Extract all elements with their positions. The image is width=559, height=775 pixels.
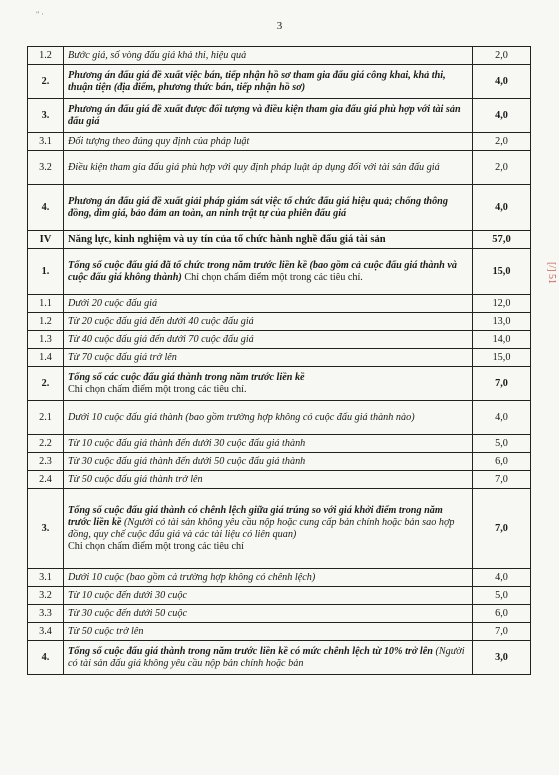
criteria-score: 2,0: [473, 151, 531, 185]
criteria-text: Từ 30 cuộc đấu giá thành đến dưới 50 cuộc đấu giá thành: [68, 455, 306, 467]
criteria-description: [64, 133, 473, 151]
criteria-description: [64, 587, 473, 605]
criteria-description: [64, 295, 473, 313]
criteria-number: 3.: [28, 489, 64, 569]
criteria-text: Tổng số cuộc đấu giá thành trong năm trước liền kề có mức chênh lệch từ 10% trở lên: [68, 645, 433, 657]
criteria-text: Phương án đấu giá đề xuất việc bán, tiếp nhận hồ sơ tham gia đấu giá công khai, khả thi, thuận tiện (địa điểm, phương thức bán, tiếp nhận hồ sơ): [68, 69, 446, 93]
criteria-number: 4.: [28, 185, 64, 231]
criteria-text: Phương án đấu giá đề xuất giải pháp giám sát việc tổ chức đấu giá hiệu quả; chống thông đồng, dìm giá, bảo đảm an toàn, an ninh trật tự của phiên đấu giá: [68, 195, 448, 219]
criteria-score: 6,0: [473, 453, 531, 471]
criteria-description: [64, 99, 473, 133]
criteria-row: [28, 133, 531, 151]
criteria-text: Đối tượng theo đúng quy định của pháp luật: [68, 135, 250, 147]
criteria-row: [28, 331, 531, 349]
criteria-note: (Người có tài sản đấu giá không yêu cầu nộp bản chính hoặc bản: [68, 645, 465, 669]
criteria-text: Dưới 20 cuộc đấu giá: [68, 297, 158, 309]
criteria-score: 7,0: [473, 471, 531, 489]
criteria-text: Dưới 10 cuộc đấu giá thành (bao gồm trường hợp không có cuộc đấu giá thành nào): [68, 411, 415, 423]
criteria-number: 3.4: [28, 623, 64, 641]
criteria-number: 2.2: [28, 435, 64, 453]
criteria-number: 4.: [28, 641, 64, 675]
criteria-number: 2.4: [28, 471, 64, 489]
criteria-description: [64, 331, 473, 349]
criteria-description: [64, 641, 473, 675]
criteria-score: 12,0: [473, 295, 531, 313]
criteria-score: 13,0: [473, 313, 531, 331]
criteria-number: 1.1: [28, 295, 64, 313]
criteria-description: [64, 435, 473, 453]
criteria-text: Tổng số cuộc đấu giá thành có chênh lệch giữa giá trúng so với giá khởi điểm trong năm trước liền kề: [68, 504, 443, 528]
scan-mark: " ·: [36, 10, 44, 19]
criteria-note: (Người có tài sản không yêu cầu nộp hoặc cung cấp bản chính hoặc bản sao hợp đồng, quy chế cuộc đấu giá và các tài liệu có liên quan): [68, 516, 455, 540]
criteria-row: [28, 313, 531, 331]
criteria-score: 7,0: [473, 623, 531, 641]
page-number: 3: [276, 20, 283, 32]
criteria-number: 2.: [28, 367, 64, 401]
criteria-score: 3,0: [473, 641, 531, 675]
criteria-number: 3.2: [28, 587, 64, 605]
criteria-row: [28, 641, 531, 675]
criteria-text: Tổng số cuộc đấu giá đã tổ chức trong năm trước liền kề (bao gồm cả cuộc đấu giá thành và cuộc đấu giá không thành): [68, 259, 457, 283]
criteria-number: 3.1: [28, 569, 64, 587]
criteria-score: 7,0: [473, 367, 531, 401]
criteria-text: Bước giá, số vòng đấu giá khả thi, hiệu quả: [68, 49, 247, 61]
criteria-instruction: Chỉ chọn chấm điểm một trong các tiêu chí.: [68, 383, 247, 395]
criteria-row: [28, 249, 531, 295]
criteria-number: 2.: [28, 65, 64, 99]
criteria-number: 3.2: [28, 151, 64, 185]
criteria-text: Từ 40 cuộc đấu giá đến dưới 70 cuộc đấu giá: [68, 333, 254, 345]
section-row: [28, 231, 531, 249]
criteria-description: [64, 623, 473, 641]
criteria-description: [64, 569, 473, 587]
criteria-description: [64, 349, 473, 367]
criteria-number: 2.3: [28, 453, 64, 471]
criteria-score: 4,0: [473, 569, 531, 587]
criteria-text: Phương án đấu giá đề xuất được đối tượng và điều kiện tham gia đấu giá phù hợp với tài sản đấu giá: [68, 103, 461, 127]
criteria-description: [64, 313, 473, 331]
criteria-number: 1.4: [28, 349, 64, 367]
criteria-number: 1.2: [28, 47, 64, 65]
scoring-criteria-table: [27, 46, 531, 675]
criteria-description: [64, 65, 473, 99]
criteria-text: Từ 70 cuộc đấu giá trở lên: [68, 351, 177, 363]
criteria-description: [64, 489, 473, 569]
criteria-score: 4,0: [473, 65, 531, 99]
criteria-score: 4,0: [473, 99, 531, 133]
criteria-description: [64, 249, 473, 295]
criteria-row: [28, 349, 531, 367]
criteria-text: Từ 20 cuộc đấu giá đến dưới 40 cuộc đấu giá: [68, 315, 254, 327]
criteria-row: [28, 471, 531, 489]
criteria-number: 1.: [28, 249, 64, 295]
criteria-row: [28, 367, 531, 401]
criteria-row: [28, 489, 531, 569]
criteria-text: Năng lực, kinh nghiệm và uy tín của tổ chức hành nghề đấu giá tài sản: [68, 233, 386, 245]
criteria-row: [28, 185, 531, 231]
criteria-number: 3.3: [28, 605, 64, 623]
criteria-score: 2,0: [473, 47, 531, 65]
criteria-row: [28, 401, 531, 435]
criteria-row: [28, 99, 531, 133]
criteria-description: [64, 605, 473, 623]
criteria-score: 4,0: [473, 401, 531, 435]
criteria-description: [64, 231, 473, 249]
criteria-row: [28, 47, 531, 65]
criteria-description: [64, 185, 473, 231]
criteria-score: 6,0: [473, 605, 531, 623]
criteria-description: [64, 151, 473, 185]
criteria-score: 5,0: [473, 435, 531, 453]
criteria-text: Từ 50 cuộc đấu giá thành trở lên: [68, 473, 203, 485]
criteria-text: Điều kiện tham gia đấu giá phù hợp với quy định pháp luật áp dụng đối với tài sản đấu giá: [68, 161, 440, 173]
criteria-row: [28, 65, 531, 99]
criteria-row: [28, 605, 531, 623]
criteria-score: 5,0: [473, 587, 531, 605]
criteria-note: Chỉ chọn chấm điểm một trong các tiêu chí.: [181, 271, 363, 283]
criteria-description: [64, 401, 473, 435]
criteria-number: 1.2: [28, 313, 64, 331]
criteria-description: [64, 471, 473, 489]
criteria-description: [64, 367, 473, 401]
criteria-score: 57,0: [473, 231, 531, 249]
criteria-number: 3.: [28, 99, 64, 133]
criteria-text: Từ 10 cuộc đến dưới 30 cuộc: [68, 589, 187, 601]
criteria-score: 15,0: [473, 349, 531, 367]
criteria-row: [28, 587, 531, 605]
criteria-number: 3.1: [28, 133, 64, 151]
criteria-score: 4,0: [473, 185, 531, 231]
criteria-score: 15,0: [473, 249, 531, 295]
criteria-score: 2,0: [473, 133, 531, 151]
criteria-number: 2.1: [28, 401, 64, 435]
criteria-score: 7,0: [473, 489, 531, 569]
criteria-text: Từ 10 cuộc đấu giá thành đến dưới 30 cuộc đấu giá thành: [68, 437, 306, 449]
criteria-description: [64, 47, 473, 65]
margin-handwritten-mark: [/] 51: [546, 262, 557, 284]
criteria-description: [64, 453, 473, 471]
criteria-score: 14,0: [473, 331, 531, 349]
criteria-row: [28, 435, 531, 453]
criteria-text: Từ 50 cuộc trở lên: [68, 625, 144, 637]
criteria-text: Từ 30 cuộc đến dưới 50 cuộc: [68, 607, 187, 619]
criteria-text: Tổng số các cuộc đấu giá thành trong năm trước liền kề: [68, 371, 305, 383]
criteria-row: [28, 623, 531, 641]
criteria-row: [28, 295, 531, 313]
criteria-instruction: Chỉ chọn chấm điểm một trong các tiêu chí: [68, 540, 244, 552]
criteria-row: [28, 453, 531, 471]
criteria-row: [28, 569, 531, 587]
criteria-text: Dưới 10 cuộc (bao gồm cả trường hợp không có chênh lệch): [68, 571, 316, 583]
criteria-number: IV: [28, 231, 64, 249]
criteria-row: [28, 151, 531, 185]
criteria-number: 1.3: [28, 331, 64, 349]
